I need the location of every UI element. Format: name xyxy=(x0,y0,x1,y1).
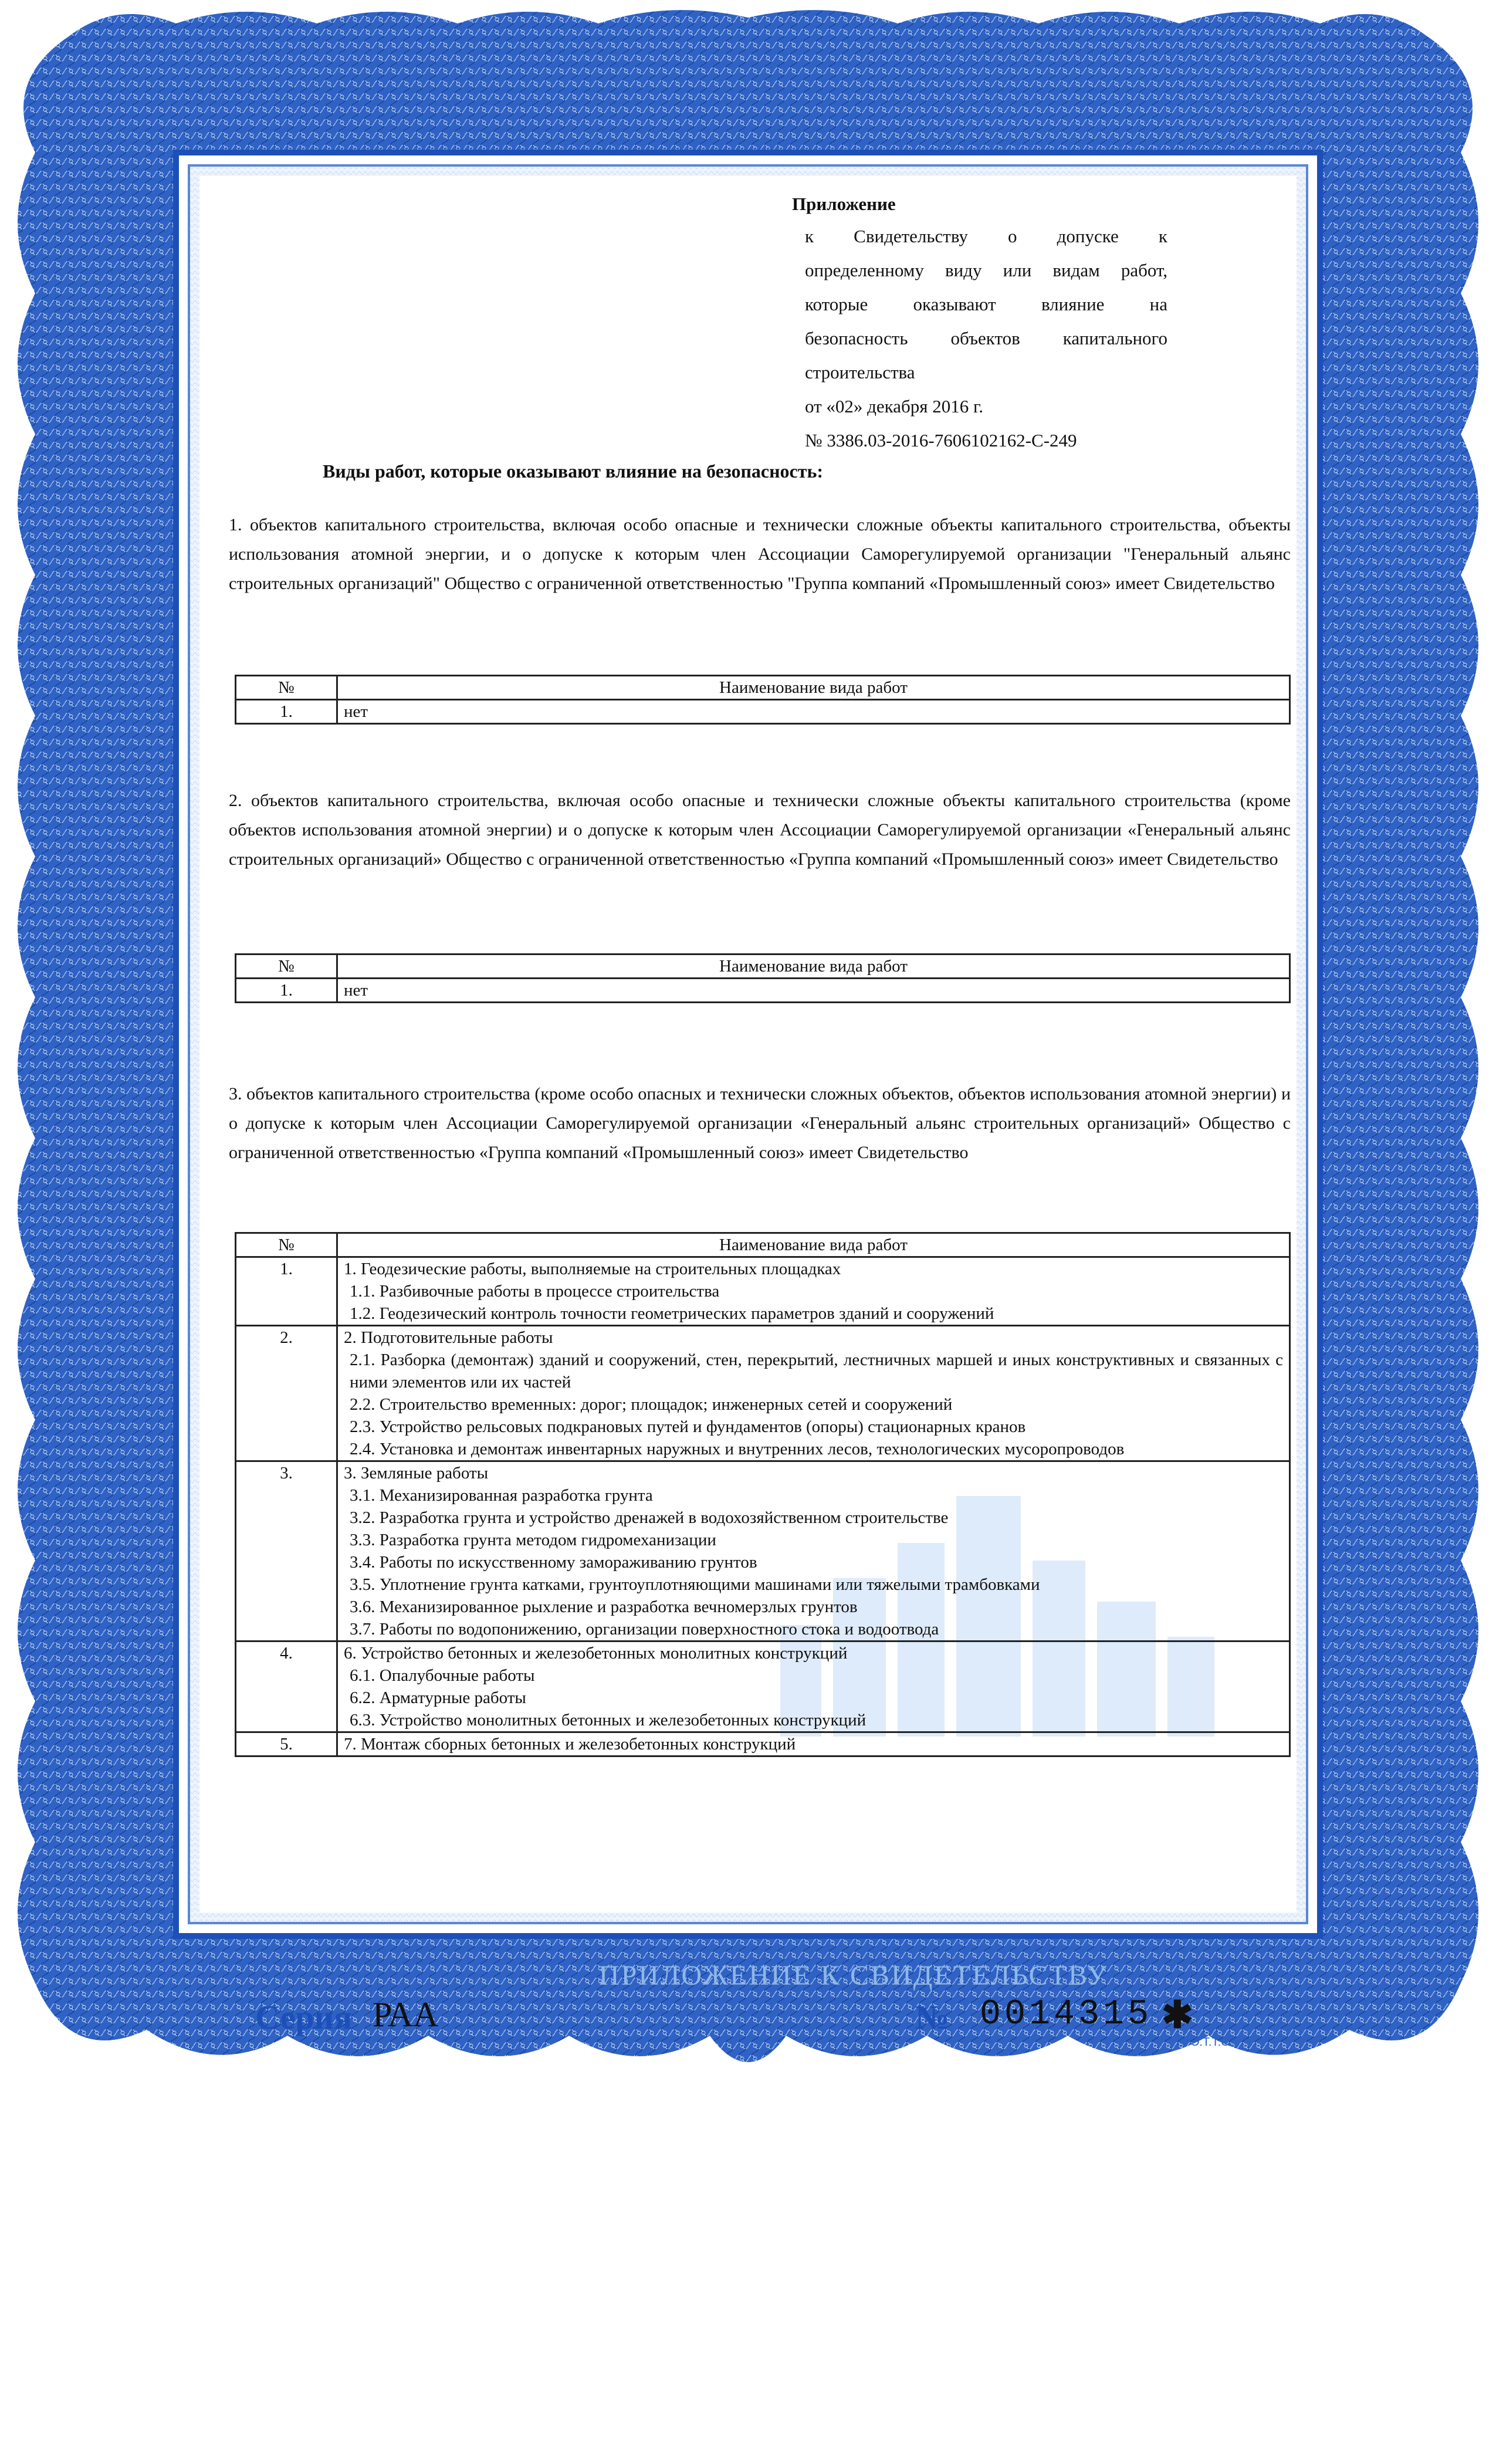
works-table-3 xyxy=(235,1232,1291,1757)
column-header-name: Наименование вида работ xyxy=(337,1233,1290,1257)
work-group xyxy=(337,1257,1290,1326)
column-header-num: № xyxy=(236,1233,337,1257)
appendix-line: к Свидетельству о допуске к xyxy=(805,226,1167,246)
row-value: нет xyxy=(337,700,1290,724)
series-label: Серия xyxy=(255,1998,353,2036)
appendix-line: строительства xyxy=(805,362,915,383)
appendix-number: № 3386.03-2016-7606102162-С-249 xyxy=(805,430,1077,451)
table-row xyxy=(236,1257,1290,1326)
table-row xyxy=(236,1641,1290,1732)
appendix-banner: ПРИЛОЖЕНИЕ К СВИДЕТЕЛЬСТВУ xyxy=(598,1960,1109,1991)
column-header-name: Наименование вида работ xyxy=(337,955,1290,979)
row-number: 2. xyxy=(236,1326,337,1461)
work-group-title: 1. Геодезические работы, выполняемые на строительных площадках xyxy=(344,1260,841,1278)
work-item: 2.1. Разборка (демонтаж) зданий и сооружений, стен, перекрытий, лестничных маршей и иных конструктивных и связанных с ними элементов или их частей xyxy=(350,1351,1283,1392)
work-item: 3.2. Разработка грунта и устройство дренажей в водохозяйственном строительстве xyxy=(350,1508,949,1527)
table-row xyxy=(236,1732,1290,1756)
column-header-num: № xyxy=(236,955,337,979)
work-group xyxy=(337,1461,1290,1641)
table-row xyxy=(236,1461,1290,1641)
section-heading: Виды работ, которые оказывают влияние на безопасность: xyxy=(323,461,824,482)
paragraph-2: 2. объектов капитального строительства, включая особо опасные и технически сложные объекты капитального строительства (кроме объектов использования атомной энергии) и о допуске к которым член Ассоциации Саморегулируемой организации «Генеральный альянс строительных организаций» Общество с ограниченной ответственностью «Группа компаний «Промышленный союз» имеет Свидетельство xyxy=(229,791,1291,869)
work-group-title: 6. Устройство бетонных и железобетонных монолитных конструкций xyxy=(344,1644,848,1663)
work-item: 3.6. Механизированное рыхление и разработка вечномерзлых грунтов xyxy=(350,1597,858,1616)
work-item: 3.7. Работы по водопонижению, организации поверхностного стока и водоотвода xyxy=(350,1620,939,1639)
work-item: 3.5. Уплотнение грунта катками, грунтоуплотняющими машинами или тяжелыми трамбовками xyxy=(350,1575,1040,1594)
work-item: 6.2. Арматурные работы xyxy=(350,1688,526,1707)
appendix-header xyxy=(792,194,1167,458)
work-item: 2.2. Строительство временных: дорог; площадок; инженерных сетей и сооружений xyxy=(350,1395,953,1414)
document-sheet xyxy=(194,176,1302,2036)
appendix-line: безопасность объектов капитального xyxy=(805,328,1167,348)
work-group xyxy=(337,1641,1290,1732)
paragraph-3: 3. объектов капитального строительства (кроме особо опасных и технически сложных объектов, объектов использования атомной энергии) и о допуске к которым член Ассоциации Саморегулируемой организации «Генеральный альянс строительных организаций» Общество с ограниченной ответственностью «Группа компаний «Промышленный союз» имеет Свидетельство xyxy=(229,1084,1291,1162)
works-table-2 xyxy=(235,953,1291,1003)
asterisk-mark: ✱ xyxy=(1162,1994,1193,2036)
work-item: 2.3. Устройство рельсовых подкрановых путей и фундаментов (опоры) стационарных кранов xyxy=(350,1417,1026,1436)
works-table-1 xyxy=(235,675,1291,725)
appendix-line: которые оказывают влияние на xyxy=(805,294,1167,314)
column-header-name: Наименование вида работ xyxy=(337,676,1290,700)
row-number: 4. xyxy=(236,1641,337,1732)
row-number: 3. xyxy=(236,1461,337,1641)
series-value: РАА xyxy=(373,1995,439,2034)
printer-mark: Э.Т.Т.С. xyxy=(1191,2036,1233,2049)
paragraph-1: 1. объектов капитального строительства, включая особо опасные и технически сложные объекты капитального строительства, объекты использования атомной энергии, и о допуске к которым член Ассоциации Саморегулируемой организации "Генеральный альянс строительных организаций" Общество с ограниченной ответственностью "Группа компаний «Промышленный союз» имеет Свидетельство xyxy=(229,515,1291,593)
work-item: 1.2. Геодезический контроль точности геометрических параметров зданий и сооружений xyxy=(350,1304,994,1323)
work-group-title: 7. Монтаж сборных бетонных и железобетонных конструкций xyxy=(344,1735,796,1754)
table-row xyxy=(236,979,1290,1003)
table-row xyxy=(236,700,1290,724)
work-group-title: 2. Подготовительные работы xyxy=(344,1328,553,1347)
work-group xyxy=(337,1326,1290,1461)
work-item: 6.1. Опалубочные работы xyxy=(350,1666,535,1685)
work-item: 1.1. Разбивочные работы в процессе строительства xyxy=(350,1282,720,1301)
work-group xyxy=(337,1732,1290,1756)
work-item: 2.4. Установка и демонтаж инвентарных наружных и внутренних лесов, технологических мусоропроводов xyxy=(350,1440,1125,1458)
row-number: 1. xyxy=(236,1257,337,1326)
work-item: 3.4. Работы по искусственному замораживанию грунтов xyxy=(350,1553,757,1572)
form-number: 0014315 xyxy=(980,1995,1153,2035)
work-item: 3.3. Разработка грунта методом гидромеханизации xyxy=(350,1531,716,1549)
row-number: 1. xyxy=(236,979,337,1003)
column-header-num: № xyxy=(236,676,337,700)
appendix-line: определенному виду или видам работ, xyxy=(805,260,1167,280)
work-item: 6.3. Устройство монолитных бетонных и железобетонных конструкций xyxy=(350,1711,867,1729)
work-group-title: 3. Земляные работы xyxy=(344,1464,489,1483)
table-row xyxy=(236,1326,1290,1461)
appendix-date: от «02» декабря 2016 г. xyxy=(805,396,984,417)
number-sign: № xyxy=(915,1998,950,2036)
appendix-title: Приложение xyxy=(792,194,896,214)
work-item: 3.1. Механизированная разработка грунта xyxy=(350,1486,653,1505)
row-number: 5. xyxy=(236,1732,337,1756)
row-value: нет xyxy=(337,979,1290,1003)
row-number: 1. xyxy=(236,700,337,724)
